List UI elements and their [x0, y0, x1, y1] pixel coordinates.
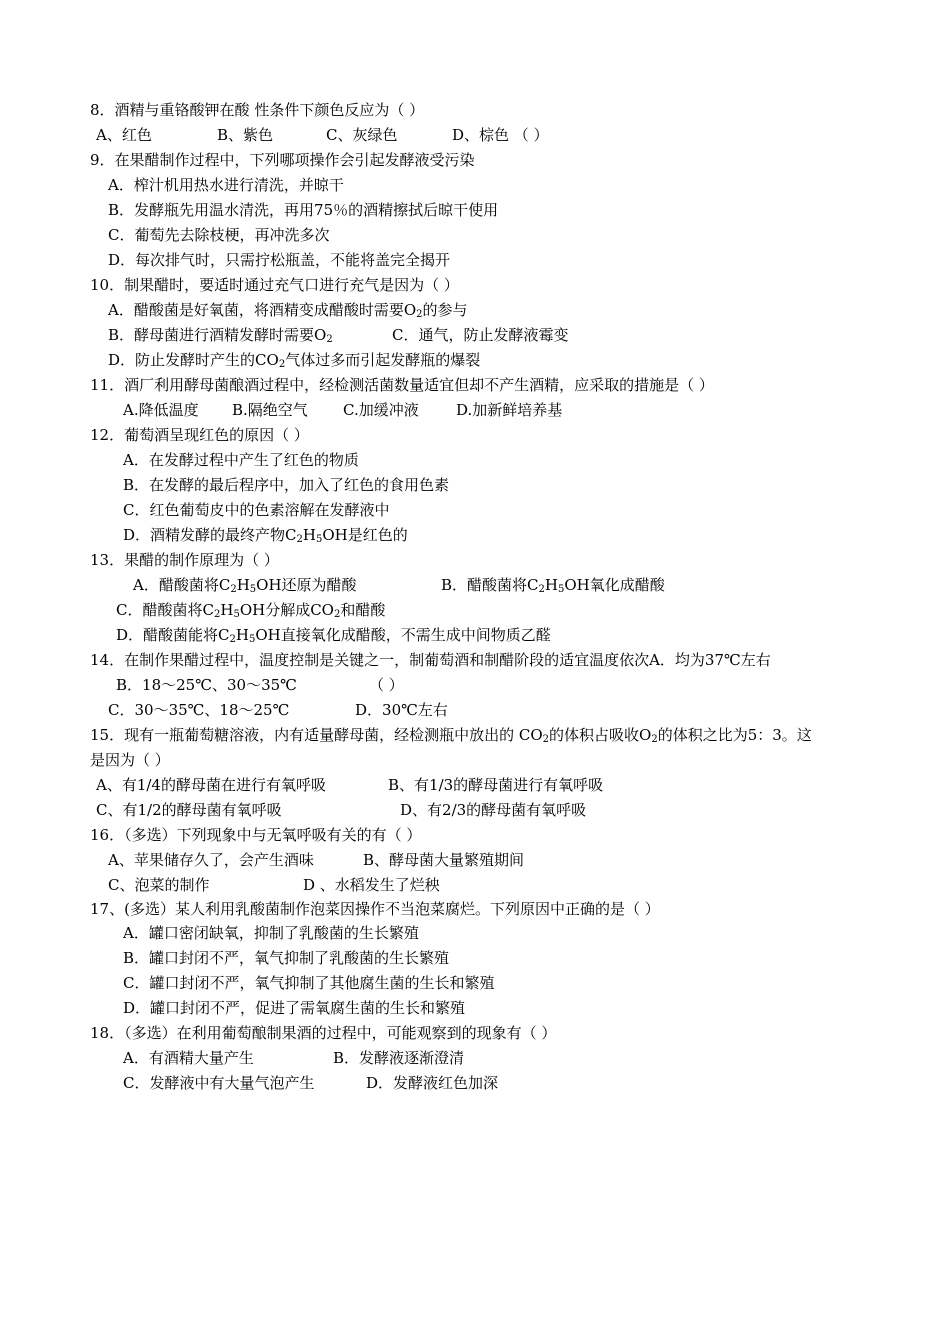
question-10-option-c: C．通气，防止发酵液霉变 [392, 326, 569, 344]
question-13-options-ab [0, 574, 950, 596]
question-9-option-b: B．发酵瓶先用温水清洗，再用75％的酒精擦拭后晾干使用 [108, 201, 499, 219]
question-9-option-b-line [0, 199, 950, 221]
question-12-option-c-line [0, 499, 950, 521]
question-8-option-c: C、灰绿色 [326, 126, 398, 144]
question-10-option-d-line [0, 349, 950, 371]
question-12-option-a-line [0, 449, 950, 471]
question-9-stem [0, 149, 950, 171]
question-12-option-b-line [0, 474, 950, 496]
question-14-option-b: B．18～25℃、30～35℃ [116, 676, 297, 694]
question-10-options-bc [0, 324, 950, 346]
question-13-option-d-line [0, 624, 950, 646]
question-15-option-b: B、有1/3的酵母菌进行有氧呼吸 [388, 776, 604, 794]
question-11-option-a: A.降低温度 [123, 401, 199, 419]
question-17-option-d-line [0, 997, 950, 1019]
question-11-option-b: B.隔绝空气 [232, 401, 308, 419]
question-8-text: 8．酒精与重铬酸钾在酸 性条件下颜色反应为（ ） [90, 101, 425, 119]
question-13-text: 13．果醋的制作原理为（ ） [90, 551, 279, 569]
question-13-option-c-line [0, 599, 950, 621]
question-13-option-b: B．醋酸菌将$C_2H_5OH$氧化成醋酸 [441, 576, 665, 595]
question-8-options [0, 124, 950, 146]
question-9-option-c-line [0, 224, 950, 246]
question-16-option-d: D 、水稻发生了烂秧 [303, 876, 440, 894]
question-16-options-cd [0, 874, 950, 896]
question-9-option-a-line [0, 174, 950, 196]
question-12-option-c: C．红色葡萄皮中的色素溶解在发酵液中 [123, 501, 390, 519]
question-8-stem [0, 99, 950, 121]
question-14-text: 14．在制作果醋过程中，温度控制是关键之一，制葡萄酒和制醋阶段的适宜温度依次A．均为37℃左右 [90, 651, 771, 669]
question-10-option-b: B．酵母菌进行酒精发酵时需要$O_2$ [108, 326, 333, 345]
question-14-stem [0, 649, 950, 671]
question-17-stem [0, 898, 950, 920]
question-14-answer-paren: （ ） [369, 676, 404, 694]
question-9-option-a: A．榨汁机用热水进行清洗，并晾干 [108, 176, 344, 194]
question-10-option-a-line [0, 299, 950, 321]
question-15-options-ab [0, 774, 950, 796]
question-18-option-b: B．发酵液逐渐澄清 [333, 1049, 465, 1067]
question-17-option-c: C．罐口封闭不严，氧气抑制了其他腐生菌的生长和繁殖 [123, 974, 495, 992]
question-17-option-a: A．罐口密闭缺氧，抑制了乳酸菌的生长繁殖 [123, 924, 419, 942]
question-9-text: 9．在果醋制作过程中，下列哪项操作会引起发酵液受污染 [90, 151, 475, 169]
question-13-option-a: A．醋酸菌将$C_2H_5OH$还原为醋酸 [133, 576, 357, 595]
question-12-option-d: D．酒精发酵的最终产物$C_2H_5OH$是红色的 [123, 526, 408, 545]
question-14-option-d: D．30℃左右 [355, 701, 448, 719]
question-15-options-cd [0, 799, 950, 821]
question-18-option-d: D．发酵液红色加深 [366, 1074, 499, 1092]
question-17-option-b-line [0, 947, 950, 969]
question-16-text: 16．（多选）下列现象中与无氧呼吸有关的有（ ） [90, 826, 422, 844]
question-11-option-d: D.加新鲜培养基 [456, 401, 563, 419]
question-15-stem [0, 724, 950, 746]
question-11-stem [0, 374, 950, 396]
question-18-options-cd [0, 1072, 950, 1094]
question-16-option-c: C、泡菜的制作 [108, 876, 210, 894]
question-13-option-c: C．醋酸菌将$C_2H_5OH$分解成$CO_2$和醋酸 [116, 601, 386, 620]
question-14-options-cd [0, 699, 950, 721]
question-15-option-a: A、有1/4的酵母菌在进行有氧呼吸 [96, 776, 326, 794]
question-15-option-c: C、有1/2的酵母菌有氧呼吸 [96, 801, 282, 819]
question-12-option-a: A．在发酵过程中产生了红色的物质 [123, 451, 359, 469]
question-11-options [0, 399, 950, 421]
question-12-option-d-line [0, 524, 950, 546]
question-17-option-d: D．罐口封闭不严，促进了需氧腐生菌的生长和繁殖 [123, 999, 466, 1017]
question-9-option-c: C．葡萄先去除枝梗，再冲洗多次 [108, 226, 330, 244]
question-15-option-d: D、有2/3的酵母菌有氧呼吸 [400, 801, 587, 819]
question-18-option-c: C．发酵液中有大量气泡产生 [123, 1074, 315, 1092]
question-15-text: 15．现有一瓶葡萄糖溶液，内有适量酵母菌，经检测瓶中放出的 $CO_2$的体积占吸收$O_2$的体积之比为5：3。这 [90, 726, 812, 745]
question-17-option-a-line [0, 922, 950, 944]
question-10-text: 10．制果醋时，要适时通过充气口进行充气是因为（ ） [90, 276, 459, 294]
question-18-text: 18．（多选）在利用葡萄酿制果酒的过程中，可能观察到的现象有（ ） [90, 1024, 557, 1042]
question-10-option-a: A．醋酸菌是好氧菌，将酒精变成醋酸时需要$O_2$的参与 [108, 301, 468, 320]
question-18-option-a: A．有酒精大量产生 [123, 1049, 254, 1067]
question-17-option-c-line [0, 972, 950, 994]
question-15-text-cont: 是因为（ ） [90, 751, 170, 769]
question-8-option-a: A、红色 [96, 126, 152, 144]
question-13-option-d: D．醋酸菌能将$C_2H_5OH$直接氧化成醋酸，不需生成中间物质乙醛 [116, 626, 551, 645]
question-16-options-ab [0, 849, 950, 871]
question-10-option-d: D．防止发酵时产生的$CO_2$气体过多而引起发酵瓶的爆裂 [108, 351, 481, 370]
question-8-option-b: B、紫色 [217, 126, 274, 144]
question-16-option-b: B、酵母菌大量繁殖期间 [363, 851, 525, 869]
question-12-stem [0, 424, 950, 446]
question-14-option-c: C．30～35℃、18～25℃ [108, 701, 290, 719]
question-13-stem [0, 549, 950, 571]
question-11-option-c: C.加缓冲液 [343, 401, 419, 419]
question-9-option-d-line [0, 249, 950, 271]
question-8-option-d: D、棕色 （ ） [452, 126, 549, 144]
question-14-option-b-line [0, 674, 950, 696]
question-11-text: 11．酒厂利用酵母菌酿酒过程中，经检测活菌数量适宜但却不产生酒精，应采取的措施是（ ） [90, 376, 714, 394]
question-12-option-b: B．在发酵的最后程序中，加入了红色的食用色素 [123, 476, 450, 494]
question-12-text: 12．葡萄酒呈现红色的原因（ ） [90, 426, 309, 444]
question-17-option-b: B．罐口封闭不严，氧气抑制了乳酸菌的生长繁殖 [123, 949, 450, 967]
question-18-stem [0, 1022, 950, 1044]
question-16-stem [0, 824, 950, 846]
question-16-option-a: A、苹果储存久了，会产生酒味 [108, 851, 314, 869]
question-10-stem [0, 274, 950, 296]
question-15-stem-cont [0, 749, 950, 771]
question-18-options-ab [0, 1047, 950, 1069]
question-17-text: 17、(多选）某人利用乳酸菌制作泡菜因操作不当泡菜腐烂。下列原因中正确的是（ ） [90, 900, 660, 918]
question-9-option-d: D．每次排气时，只需拧松瓶盖，不能将盖完全揭开 [108, 251, 451, 269]
